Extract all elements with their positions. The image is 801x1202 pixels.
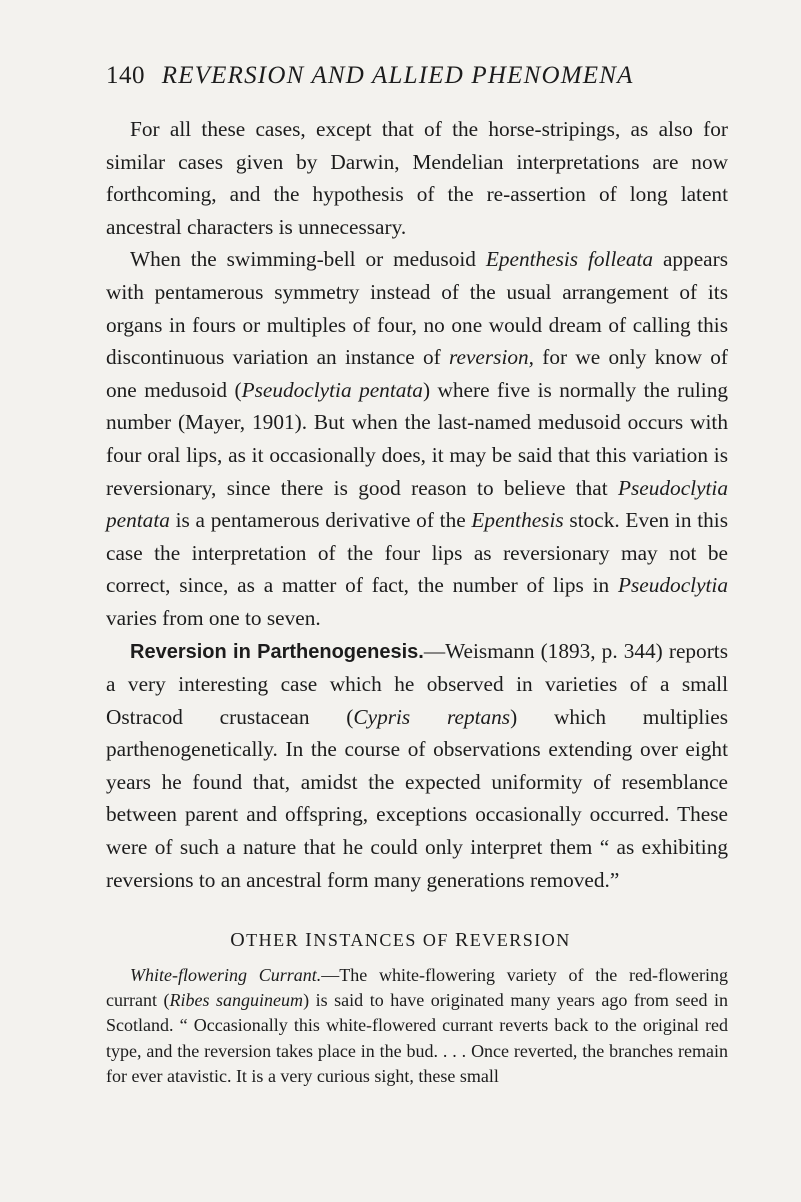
species-name: Pseudoclytia pentata (106, 475, 728, 533)
running-header (106, 62, 634, 90)
text-run: For all these cases, except that of the horse-stripings, as also for similar cases given by Darwin, Mendelian interpretations are now forthcoming, and the hypothesis of the re-assertion of long latent ancestral characters is unnecessary. (106, 117, 728, 239)
paragraph (106, 963, 728, 1089)
title-letter: I (305, 929, 314, 951)
text-run: for we only know of one medusoid ( (106, 345, 728, 402)
species-name: Ribes sanguineum (169, 990, 304, 1011)
genus-name: Pseudoclytia (618, 573, 728, 598)
emphasis: reversion, (449, 345, 535, 370)
title-part: THER (246, 930, 306, 950)
text-run: is a pentamerous derivative of the (169, 508, 472, 533)
title-letter: O (230, 929, 247, 951)
paragraph-heading: Reversion in Parthenogenesis. (130, 640, 424, 663)
paragraph (106, 635, 728, 897)
running-title: REVERSION AND ALLIED PHENOMENA (161, 62, 634, 89)
main-text (106, 113, 728, 896)
text-run: ) is said to have originated many years ago from seed in Scotland. “ Occasionally this white-flowered currant reverts back to the original red type, and the reversion takes place in the bud. . . . Once reverted, the branches remain for ever atavistic. It is a very curious sight, these small (106, 990, 728, 1086)
small-text-block (106, 963, 728, 1089)
title-part: NSTANCES OF (313, 930, 455, 950)
text-run: —Weismann (1893, p. 344) reports a very interesting case which he observed in varieties of a small Ostracod crustacean ( (106, 638, 728, 729)
title-part: EVERSION (469, 930, 571, 950)
paragraph-heading: White-flowering Currant. (130, 965, 322, 985)
genus-name: Epenthesis (471, 508, 564, 533)
species-name: Pseudoclytia pentata (241, 377, 423, 402)
page-number: 140 (106, 62, 145, 89)
text-run: stock. Even in this case the interpretation of the four lips as reversionary may not be correct, since, as a matter of fact, the number of lips in (106, 508, 728, 598)
text-run: varies from one to seven. (106, 605, 321, 630)
text-run: When the swimming-bell or medusoid (130, 247, 486, 272)
text-run: ) which multiplies parthenogenetically. In the course of observations extending over eight years he found that, amidst the expected uniformity of resemblance between parent and offspring, exceptions occasionally occurred. These were of such a nature that he could only interpret them “ as exhibiting reversions to an ancestral form many generations removed.” (106, 704, 728, 892)
paragraph (106, 243, 728, 634)
section-title (0, 929, 801, 952)
species-name: Epenthesis folleata (485, 247, 654, 272)
paragraph (106, 113, 728, 243)
title-letter: R (454, 929, 470, 951)
text-run: —The white-flowering variety of the red-flowering currant ( (106, 965, 728, 1011)
text-run: ) where five is normally the ruling number (Mayer, 1901). But when the last-named medusoid occurs with four oral lips, as it occasionally does, it may be said that this variation is reversionary, since there is good reason to believe that (106, 377, 728, 500)
species-name: Cypris reptans (353, 704, 511, 729)
text-run: appears with pentamerous symmetry instead of the usual arrangement of its organs in fours or multiples of four, no one would dream of calling this discontinuous variation an instance of (106, 247, 728, 370)
